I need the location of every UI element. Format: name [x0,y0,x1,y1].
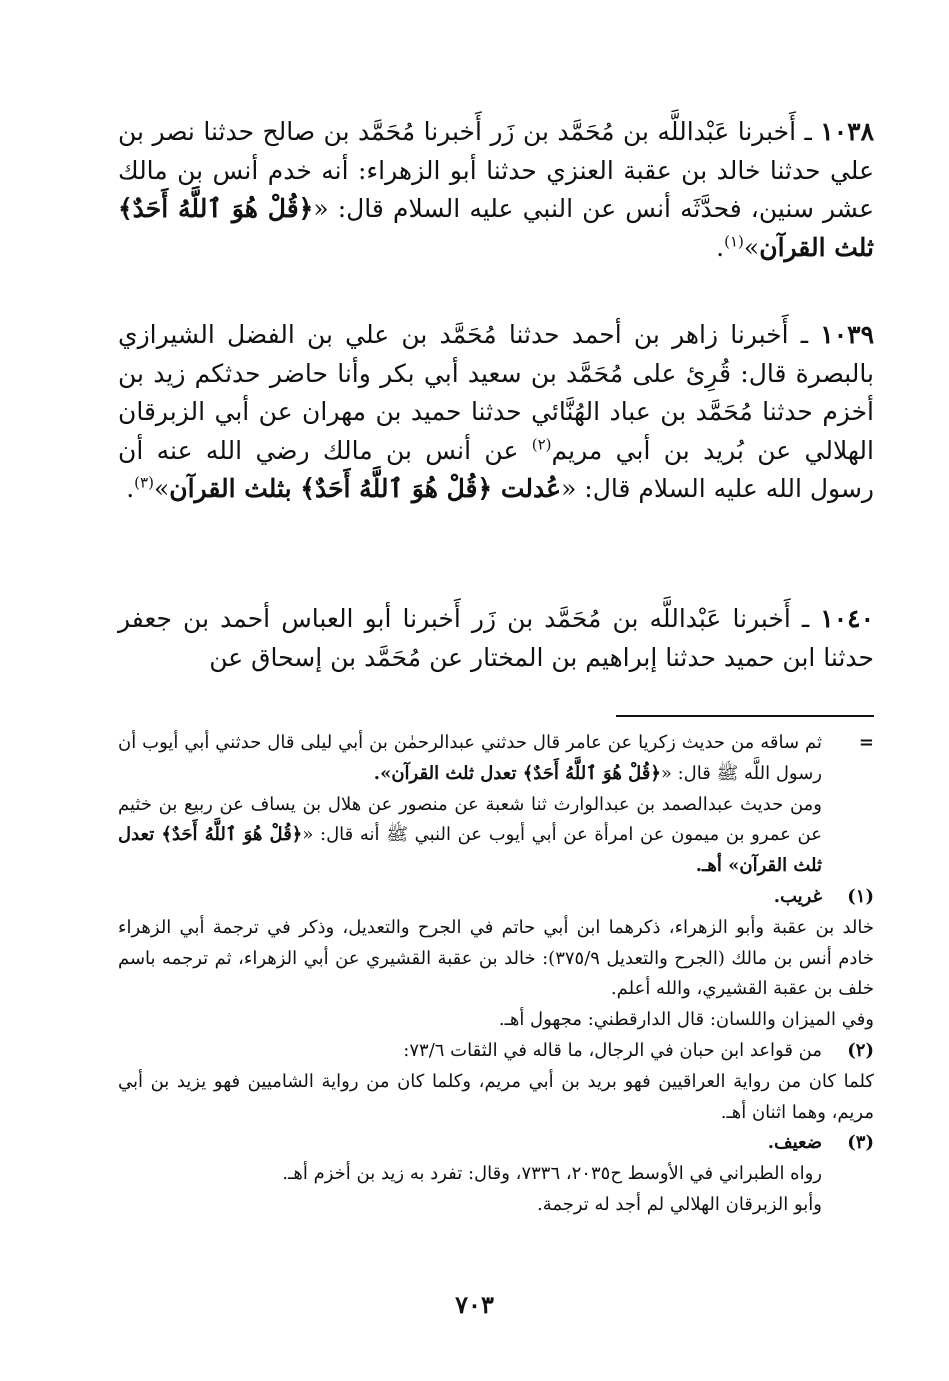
hadith-number: ١٠٤٠ [820,604,874,633]
quote-close: ». [373,762,392,784]
quran-quote: ﴿قُلْ هُوَ ٱللَّهُ أَحَدٌ﴾ ثلث القرآن [118,194,874,262]
footnote-3-body: رواه الطبراني في الأوسط ح٢٠٣٥، ٧٣٣٦، وقال: تفرد به زيد بن أخزم أهـ. [282,1163,822,1185]
footnote-marker: (٢) [847,1039,874,1061]
footnote-heading: ضعيف. [767,1132,822,1154]
footnote-ref[interactable]: (٣) [134,473,154,492]
footnote-continuation [118,728,874,882]
note-text: ومن حديث عبدالصمد بن عبدالوارث ثنا شعبة عن منصور عن هلال بن يساف عن ربيع بن خثيم عن عمرو بن ميمون عن امرأة عن أبي أيوب عن النبي ﷺ أنه قال: « [118,793,822,846]
quote-close: » [153,474,170,503]
continuation-marker: = [858,732,874,753]
footnote-1-body-2: وفي الميزان واللسان: قال الدارقطني: مجهول أهـ. [498,1009,874,1031]
page-number: ٧٠٣ [455,1290,494,1319]
footnote-1 [118,882,874,913]
footnote-marker: (٣) [847,1132,874,1154]
footnote-1-body: خالد بن عقبة وأبو الزهراء، ذكرهما ابن أبي حاتم في الجرح والتعديل، وذكر في ترجمة أبي الزهراء خادم أنس بن مالك (الجرح والتعديل ٣٧٥/٩): خالد بن عقبة القشيري عن أبي الزهراء، ثم ترجمه باسم خلف بن عقبة القشيري، والله أعلم. [118,916,874,1000]
hadith-1039 [118,316,874,509]
hadith-number: ١٠٣٩ [820,320,874,349]
hadith-text: ـ أَخبرنا زاهر بن أحمد حدثنا مُحَمَّد بن علي بن الفضل الشيرازي بالبصرة قال: قُرِئ على مُحَمَّد بن سعيد أبي بكر وأنا حاضر حدثكم زيد بن أخزم حدثنا مُحَمَّد بن عباد الهُنَّائي حدثنا حميد بن مهران عن أبي الزبرقان الهلالي عن بُريد بن أبي مريم [118,320,874,465]
hadith-1040 [118,600,874,677]
footnote-3-body-2: وأبو الزبرقان الهلالي لم أجد له ترجمة. [536,1193,822,1215]
quote-close: » [743,232,760,262]
footnote-3 [118,1128,874,1220]
sentence-end: . [716,232,725,262]
footnote-heading: من قواعد ابن حبان في الرجال، ما قاله في الثقات ٧٣/٦: [403,1039,822,1061]
footnote-heading: غريب. [773,885,822,907]
hadith-text-continued: عن أنس بن مالك رضي الله عنه أن رسول الله عليه السلام قال: « [118,435,874,503]
hadith-text: ـ أَخبرنا عَبْداللَّه بن مُحَمَّد بن زَر أَخبرنا أبو العباس أحمد بن جعفر حدثنا ابن حميد حدثنا إبراهيم بن المختار عن مُحَمَّد بن إسحاق عن [118,604,874,672]
footnote-text [118,790,822,882]
hadith-text: ـ أَخبرنا عَبْداللَّه بن مُحَمَّد بن زَر أَخبرنا مُحَمَّد بن صالح حدثنا نصر بن علي حدثنا خالد بن عقبة العنزي حدثنا أبو الزهراء: أنه خدم أنس بن مالك عشر سنين، فحدَّثَه أنس عن النبي عليه السلام قال: « [118,117,875,223]
quran-quote: عُدلت ﴿قُلْ هُوَ ٱللَّهُ أَحَدٌ﴾ بثلث القرآن [169,474,562,503]
footnote-divider [616,715,874,717]
footnote-marker: (١) [847,885,874,907]
footnote-ref[interactable]: (١) [724,232,744,251]
quran-quote: ﴿قُلْ هُوَ ٱللَّهُ أَحَدٌ﴾ تعدل ثلث القرآن [391,762,661,784]
note-text: ثم ساقه من حديث زكريا عن عامر قال حدثني عبدالرحمٰن بن أبي ليلى قال حدثني أبي أيوب أن رسول اللَّه ﷺ قال: « [118,732,822,784]
footnote-text [118,728,822,790]
hadith-1038 [118,113,874,267]
sentence-end: . [126,474,135,503]
footnote-ref[interactable]: (٢) [531,435,552,454]
quote-close: » أهـ. [695,855,740,877]
footnotes [118,728,874,1221]
hadith-number: ١٠٣٨ [820,117,874,146]
footnote-2-body: كلما كان من رواية العراقيين فهو بريد بن أبي مريم، وكلما كان من رواية الشاميين فهو يزيد بن أبي مريم، وهما اثنان أهـ. [118,1070,874,1123]
quran-quote: ﴿قُلْ هُوَ ٱللَّهُ أَحَدٌ﴾ تعدل ثلث القرآن [118,824,822,877]
footnote-2 [118,1036,874,1067]
